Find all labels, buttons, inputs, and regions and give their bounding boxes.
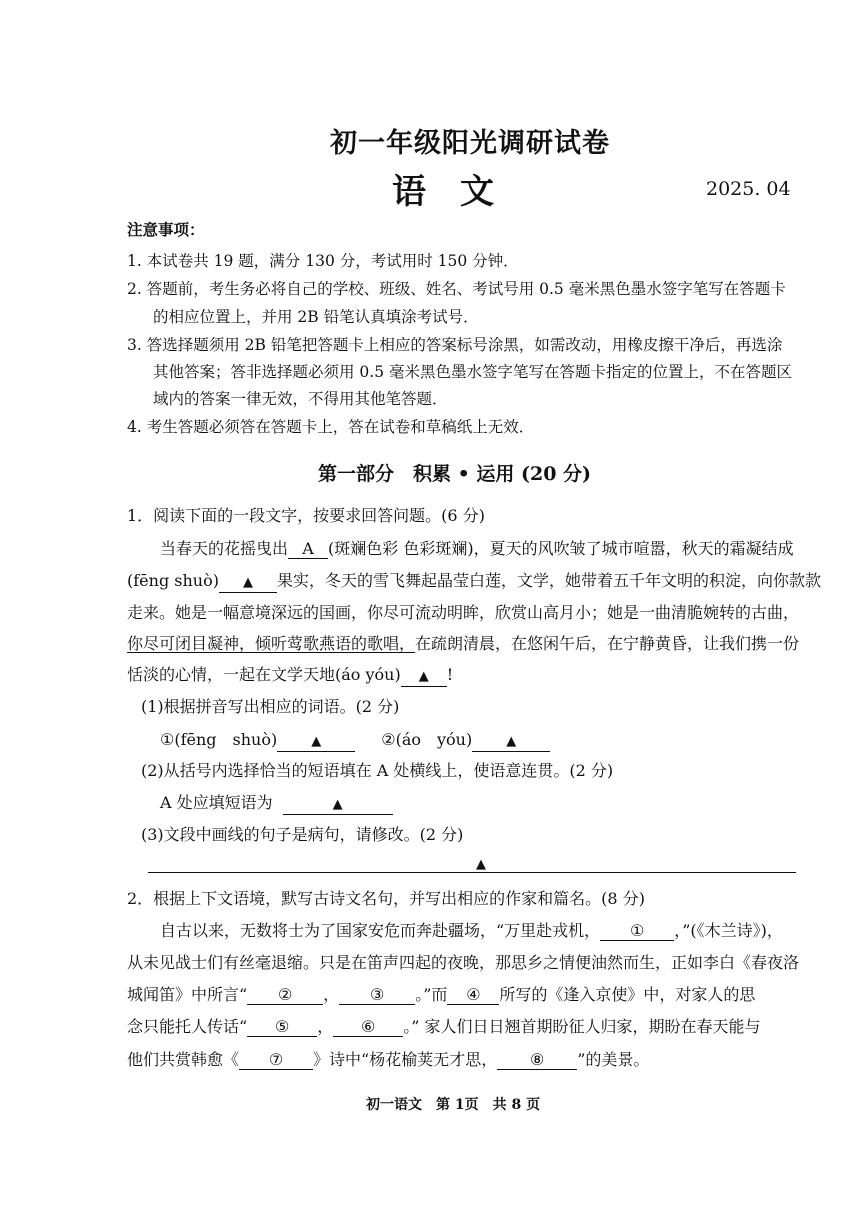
q2-line-4: [127, 1017, 760, 1037]
q1-sick-sentence: 你尽可闭目凝神，倾听莺歌燕语的歌唱，: [127, 634, 416, 653]
page-footer: 初一语文 第 1页 共 8 页: [366, 1097, 541, 1113]
q1-sub2a-label: A 处应填短语为: [160, 793, 273, 812]
poem-blank-3[interactable]: ③: [339, 986, 415, 1005]
q2-l5b: 》诗中“杨花榆荚无才思，: [313, 1050, 498, 1069]
q2-l3b: 。”而: [415, 985, 448, 1004]
q1-passage-line-3: 走来。她是一幅意境深远的国画，你尽可流动明眸，欣赏山高月小；她是一曲清脆婉转的古曲，: [127, 603, 800, 622]
q2-line-1: [160, 921, 783, 941]
poem-blank-8[interactable]: ⑧: [497, 1051, 577, 1070]
blank-A: A: [288, 540, 328, 559]
notice-item-2: 2. 答题前，考生务必将自己的学校、班级、姓名、考试号用 0.5 毫米黑色墨水签字笔写在答题卡: [127, 280, 786, 298]
q1-passage-line-4: [127, 634, 799, 654]
answer-line-sub3[interactable]: [148, 858, 796, 873]
notice-item-2-cont: 的相应位置上，并用 2B 铅笔认真填涂考试号．: [153, 308, 479, 326]
q1-sub2-answer: [160, 793, 393, 815]
notice-heading: 注意事项：: [127, 220, 205, 239]
poem-blank-2[interactable]: ②: [247, 986, 323, 1005]
q1-p2a: (fēng shuò): [127, 571, 219, 590]
q2-line-2: 从未见战士们有丝毫退缩。只是在笛声四起的夜晚，那思乡之情便油然而生，正如李白《春夜洛: [127, 953, 800, 972]
exam-date: 2025. 04: [706, 178, 791, 200]
answer-line-sub3-marker: ▲: [476, 857, 486, 872]
poem-blank-6[interactable]: ⑥: [333, 1018, 403, 1037]
q2-line-5: [127, 1050, 649, 1070]
q1-stem: 1．阅读下面的一段文字，按要求回答问题。(6 分): [127, 506, 485, 525]
q1-sub1a-label: ①(fēng shuò): [160, 730, 278, 749]
poem-blank-4[interactable]: ④: [447, 986, 499, 1005]
q2-l4a: 念只能托人传话“: [127, 1017, 248, 1036]
q2-l1a: 自古以来，无数将士为了国家安危而奔赴疆场，“万里赴戎机，: [160, 921, 601, 940]
q1-p1b: (斑斓色彩 色彩斑斓)，夏天的风吹皱了城市喧嚣，秋天的霜凝结成: [328, 539, 794, 558]
answer-blank-A[interactable]: ▲: [283, 796, 393, 815]
notice-item-3-cont-2: 域内的答案一律无效，不得用其他笔答题．: [153, 390, 448, 408]
exam-title: 初一年级阳光调研试卷: [330, 128, 610, 159]
notice-item-1: 1. 本试卷共 19 题，满分 130 分，考试用时 150 分钟．: [127, 252, 519, 270]
q2-l4b: 。” 家人们日日翘首期盼征人归家，期盼在春天能与: [403, 1017, 761, 1036]
q2-c1: ，: [323, 985, 340, 1004]
poem-blank-7[interactable]: ⑦: [239, 1051, 313, 1070]
q1-p4b: 在疏朗清晨，在悠闲午后，在宁静黄昏，让我们携一份: [415, 634, 800, 653]
q2-c2: ，: [317, 1017, 334, 1036]
q1-sub2: (2)从括号内选择恰当的短语填在 A 处横线上，使语意连贯。(2 分): [141, 761, 614, 780]
q2-l3a: 城闻笛》中所言“: [127, 985, 248, 1004]
notice-item-3-cont-1: 其他答案；答非选择题必须用 0.5 毫米黑色墨水签字笔写在答题卡指定的位置上，不在答题区: [153, 363, 793, 381]
q1-p5b: !: [446, 665, 454, 684]
blank-aoyou: ▲: [401, 668, 447, 687]
q2-l1b: ，”(《木兰诗》)，: [674, 921, 783, 940]
poem-blank-1[interactable]: ①: [600, 922, 674, 941]
q1-sub3: (3)文段中画线的句子是病句，请修改。(2 分): [141, 825, 464, 844]
answer-blank-1[interactable]: ▲: [277, 733, 355, 752]
poem-blank-5[interactable]: ⑤: [247, 1018, 317, 1037]
q2-line-3: [127, 985, 755, 1005]
answer-blank-2[interactable]: ▲: [472, 733, 550, 752]
notice-item-3: 3. 答选择题须用 2B 铅笔把答题卡上相应的答案标号涂黑，如需改动，用橡皮擦干净后，再选涂: [127, 336, 783, 354]
q2-l3c: 所写的《逢入京使》中，对家人的思: [499, 985, 756, 1004]
q1-sub1: (1)根据拼音写出相应的词语。(2 分): [141, 697, 400, 716]
q1-sub1b-label: ②(áo yóu): [381, 730, 473, 749]
q2-l5a: 他们共赏韩愈《: [127, 1050, 240, 1069]
q2-l5c: ”的美景。: [577, 1050, 650, 1069]
q1-passage-line-1: [160, 539, 794, 559]
q1-passage-line-2: [127, 571, 821, 593]
q1-p2b: 果实，冬天的雪飞舞起晶莹白莲，文学，她带着五千年文明的积淀，向你款款: [276, 571, 821, 590]
notice-item-4: 4. 考生答题必须答在答题卡上，答在试卷和草稿纸上无效．: [127, 418, 535, 436]
blank-fengshuo: ▲: [219, 574, 277, 593]
part1-title: 第一部分 积累 • 运用 (20 分): [318, 463, 592, 485]
q1-p1a: 当春天的花摇曳出: [160, 539, 289, 558]
subject-title: 语 文: [392, 172, 494, 212]
q1-sub1-answers: [160, 730, 550, 752]
q1-passage-line-5: [127, 665, 453, 687]
q2-stem: 2．根据上下文语境，默写古诗文名句，并写出相应的作家和篇名。(8 分): [127, 889, 645, 908]
q1-p5a: 恬淡的心情，一起在文学天地(áo yóu): [127, 665, 401, 684]
